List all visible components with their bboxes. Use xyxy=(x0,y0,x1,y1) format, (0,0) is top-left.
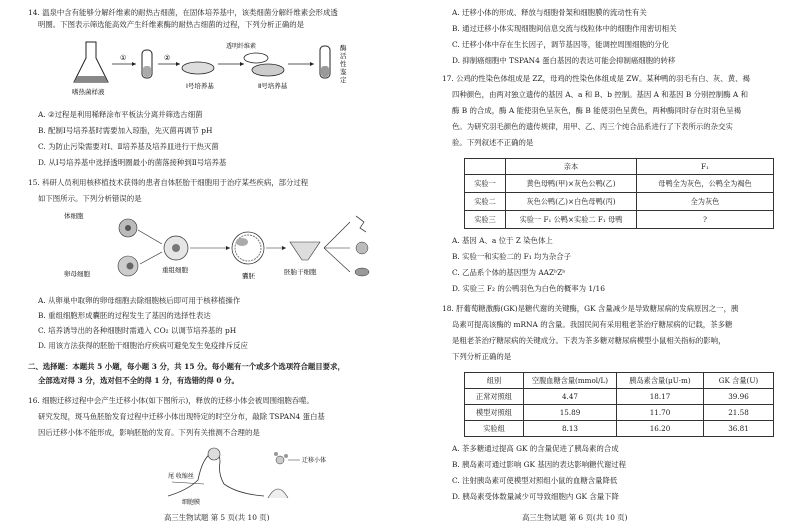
table-cell: 正常对照组 xyxy=(465,389,524,405)
blastocyst xyxy=(232,232,264,264)
table-cell: 21.58 xyxy=(704,405,774,421)
vesicle xyxy=(274,452,278,456)
result-label-char: 活 xyxy=(340,52,347,60)
q17-stem-line4: 色。为研究羽毛颜色的遗传规律，用甲、乙、丙三个纯合品系进行了下表所示的杂交实 xyxy=(452,122,733,131)
nucleus xyxy=(127,263,134,270)
q16-stem-line2: 研究发现，斑马鱼胚胎发育过程中迁移小体出现特定的时空分布，敲除 TSPAN4 蛋白基 xyxy=(38,412,325,421)
migrasome-label: 迁移小体 xyxy=(302,457,327,464)
table-row xyxy=(465,211,774,229)
vesicle xyxy=(284,454,288,458)
result-label-char: 定 xyxy=(340,76,347,84)
q17-option-d: D. 实验三 F₂ 的公鸭羽色为白色的概率为 1/16 xyxy=(452,284,605,293)
q15-stem-line2: 如下图所示。下列分析错误的是 xyxy=(38,194,142,203)
table-cell: 实验三 xyxy=(465,211,506,229)
q14-option-c: C. 为防止污染需要对Ⅰ、Ⅱ培养基及培养皿进行干热灭菌 xyxy=(38,142,219,151)
result-label xyxy=(340,43,347,84)
table-header-cell: 组别 xyxy=(465,373,524,389)
q16-figure xyxy=(168,440,338,506)
nerve-cell xyxy=(356,216,366,232)
q18-option-b: B. 胰岛素可通过影响 GK 基因的表达影响糖代谢过程 xyxy=(452,460,627,469)
es-cell-label: 胚胎干细胞 xyxy=(284,268,317,276)
q18-option-a: A. 茶多糖通过提高 GK 的含量促进了胰岛素的合成 xyxy=(452,444,619,453)
table-header-row xyxy=(465,373,774,389)
table-cell: 模型对照组 xyxy=(465,405,524,421)
q16-option-c: C. 迁移小体中存在生长因子，调节基因等，能调控周围细胞的分化 xyxy=(452,40,670,49)
blood-cell xyxy=(356,242,368,254)
table-cell: 实验组 xyxy=(465,421,524,437)
flask-label: 嗜热菌样液 xyxy=(72,88,105,96)
q18-stem-line3: 是粗老茶治疗糖尿病的关键成分。下表为茶多糖对糖尿病模型小鼠相关指标的影响， xyxy=(452,336,726,345)
q14-option-b: B. 配制Ⅰ号培养基时需要加入琼脂，先灭菌再调节 pH xyxy=(38,126,213,135)
table-header-cell xyxy=(465,159,506,175)
leader-line xyxy=(172,482,204,484)
table-cell: 8.13 xyxy=(524,421,617,437)
arrowhead xyxy=(132,62,136,66)
q17-option-c: C. 乙品系个体的基因型为 AAZᵇZᵇ xyxy=(452,268,566,277)
table-row xyxy=(465,405,774,421)
q18-stem-line4: 下列分析正确的是 xyxy=(452,352,512,361)
arrow xyxy=(140,252,162,264)
result-label-char: 酶 xyxy=(340,44,347,52)
arrow xyxy=(324,222,350,248)
recon-cell-label: 重组细胞 xyxy=(162,266,188,274)
q18-table xyxy=(464,372,774,437)
q18-option-c: C. 注射胰岛素可使模型对照组小鼠的血糖含量降低 xyxy=(452,476,618,485)
table-cell: 15.89 xyxy=(524,405,617,421)
body-cell-label: 体细胞 xyxy=(64,212,84,220)
table-header-cell: GK 含量(U) xyxy=(704,373,774,389)
q15-option-a: A. 从卵巢中取卵的卵母细胞去除细胞核后即可用于核移植操作 xyxy=(38,296,241,305)
q17-stem-line5: 验。下列叙述不正确的是 xyxy=(452,138,534,147)
table-cell: 黄色母鸭(甲)×灰色公鸭(乙) xyxy=(506,175,637,193)
q18-option-d: D. 胰岛素受体数量减少可导致细胞内 GK 含量下降 xyxy=(452,492,619,501)
nucleus xyxy=(125,225,131,231)
table-cell: 实验一 F₁ 公鸭×实验二 F₁ 母鸭 xyxy=(506,211,637,229)
muscle-cell xyxy=(355,268,369,276)
table-header-cell: 胰岛素含量(μU·m) xyxy=(617,373,704,389)
migrasome-bulb xyxy=(208,448,220,460)
table-cell: 11.70 xyxy=(617,405,704,421)
q14-figure xyxy=(68,36,388,98)
q16-option-b: B. 通过迁移小体实现细胞间信息交流与线粒体中的细胞作用密切相关 xyxy=(452,24,677,33)
table-row xyxy=(465,193,774,211)
table-row xyxy=(465,175,774,193)
q16-stem-line3: 因后迁移小体不能形成，影响胚胎的发育。下列有关推测不合理的是 xyxy=(38,428,260,437)
tube xyxy=(142,50,152,78)
table-cell: ? xyxy=(637,211,774,229)
q15-option-d: D. 用该方法获得的胚胎干细胞治疗疾病可避免发生免疫排斥反应 xyxy=(38,341,248,350)
q17-stem-line3: 酶 B 的合成，酶 A 能使羽色呈灰色，酶 B 能使羽色呈黄色，两种酶同时存在时羽色呈褐 xyxy=(452,106,741,115)
table-cell: 灰色公鸭(乙)×白色母鸭(丙) xyxy=(506,193,637,211)
table-header-cell: 空腹血糖含量(mmol/L) xyxy=(524,373,617,389)
arrowhead xyxy=(240,62,244,66)
table-cell: 16.20 xyxy=(617,421,704,437)
arrowhead xyxy=(282,246,286,250)
arrow xyxy=(138,230,162,244)
es-cells xyxy=(290,242,320,260)
egg-cell-label: 卵母细胞 xyxy=(64,270,90,278)
dish-2 xyxy=(252,64,284,76)
result-label-char: 鉴 xyxy=(340,68,347,76)
q15-figure xyxy=(58,208,378,288)
nucleus xyxy=(172,244,180,252)
table-cell: 4.47 xyxy=(524,389,617,405)
q16-stem-line1: 16. 细胞迁移过程中会产生迁移小体(如下图所示)，释放的迁移小体会被周围细胞吞噬。 xyxy=(28,396,314,405)
q17-option-a: A. 基因 A、a 位于 Z 染色体上 xyxy=(452,236,553,245)
table-cell: 39.96 xyxy=(704,389,774,405)
step2-label: ② xyxy=(164,54,171,62)
fiber-label: 尾 收缩丝 xyxy=(168,473,194,480)
left-page xyxy=(28,0,386,532)
q16-option-a: A. 迁移小体的形成、释放与细胞骨架和细胞膜的流动性有关 xyxy=(452,8,647,17)
step1-label: ① xyxy=(120,54,127,62)
table-cell: 实验一 xyxy=(465,175,506,193)
table-cell: 36.81 xyxy=(704,421,774,437)
arrowhead xyxy=(176,62,180,66)
table-cell: 18.17 xyxy=(617,389,704,405)
left-footer: 高三生物试题 第 5 页(共 10 页) xyxy=(164,513,270,522)
vesicle xyxy=(276,456,284,464)
q18-stem-line1: 18. 肝葡萄糖激酶(GK)是糖代谢的关键酶，GK 含量减少是导致糖尿病的发病原因之一，胰 xyxy=(442,304,739,313)
table-header-row xyxy=(465,159,774,175)
table-cell: 实验二 xyxy=(465,193,506,211)
small-cell xyxy=(268,489,288,498)
table-cell: 全为灰色 xyxy=(637,193,774,211)
filter-disk xyxy=(244,53,268,63)
result-tube xyxy=(320,46,330,78)
q14-stem-line2: 明圈。下图表示筛选能高效产生纤维素酶的耐热古细菌的过程，下列分析正确的是 xyxy=(38,20,305,29)
dish1-label: Ⅰ号培养基 xyxy=(186,82,214,90)
q15-option-c: C. 培养诱导出的各种细胞时需通入 CO₂ 以调节培养基的 pH xyxy=(38,326,237,335)
membrane-label: 细胞膜 xyxy=(182,499,201,506)
dish2-label: Ⅱ号培养基 xyxy=(258,82,288,90)
q15-stem-line1: 15. 科研人员利用核移植技术获得的患者自体胚胎干细胞用于治疗某些疾病，部分过程 xyxy=(28,178,309,187)
arrowhead xyxy=(310,62,314,66)
inner-cell-mass xyxy=(236,238,248,246)
table-header-cell: F₁ xyxy=(637,159,774,175)
q14-option-a: A. ②过程是利用稀释涂布平板法分离并筛选古细菌 xyxy=(38,110,203,119)
right-footer: 高三生物试题 第 6 页(共 10 页) xyxy=(522,513,628,522)
q18-stem-line2: 岛素可提高该酶的 mRNA 的含量。我国民间有采用粗老茶治疗糖尿病的记载，茶多糖 xyxy=(452,320,733,329)
result-label-char: 性 xyxy=(340,60,347,68)
q14-option-d: D. 从Ⅰ号培养基中选择透明圈最小的菌落接种到Ⅱ号培养基 xyxy=(38,158,227,167)
right-page xyxy=(442,0,778,532)
q17-table xyxy=(464,158,774,229)
blastocyst-label: 囊胚 xyxy=(242,272,255,280)
filter-label: 透明纤维素 xyxy=(226,43,257,50)
section2-line1: 二、选择题：本题共 5 小题，每小题 3 分，共 15 分。每小题有一个或多个选项符合题目要求， xyxy=(28,362,345,371)
section2-line2: 全部选对得 3 分，选对但不全的得 1 分，有选错的得 0 分。 xyxy=(38,376,239,385)
table-row xyxy=(465,389,774,405)
arrow xyxy=(324,248,350,272)
flask xyxy=(74,42,108,82)
table-header-cell: 亲本 xyxy=(506,159,637,175)
table-row xyxy=(465,421,774,437)
table-cell: 母鸭全为灰色，公鸭全为褐色 xyxy=(637,175,774,193)
arrowhead xyxy=(226,246,230,250)
q17-stem-line2: 四种颜色，由两对独立遗传的基因 A、a 和 B、b 控制。基因 A 和基因 B 分别控制酶 A 和 xyxy=(452,90,749,99)
q16-option-d: D. 抑制癌细胞中 TSPAN4 蛋白基因的表达可能会抑制癌细胞的转移 xyxy=(452,56,676,65)
q14-stem-line1: 14. 温泉中含有能够分解纤维素的耐热古细菌，在固体培养基中，该类细菌分解纤维素会形成透 xyxy=(28,8,338,17)
dish-1 xyxy=(182,62,214,74)
q17-stem-line1: 17. 公鸡的性染色体组成是 ZZ，母鸡的性染色体组成是 ZW。某种鸭的羽毛有白、灰、黄、褐 xyxy=(442,74,750,83)
q17-option-b: B. 实验一和实验二的 F₁ 均为杂合子 xyxy=(452,252,571,261)
q15-option-b: B. 重组细胞形成囊胚的过程发生了基因的选择性表达 xyxy=(38,311,211,320)
